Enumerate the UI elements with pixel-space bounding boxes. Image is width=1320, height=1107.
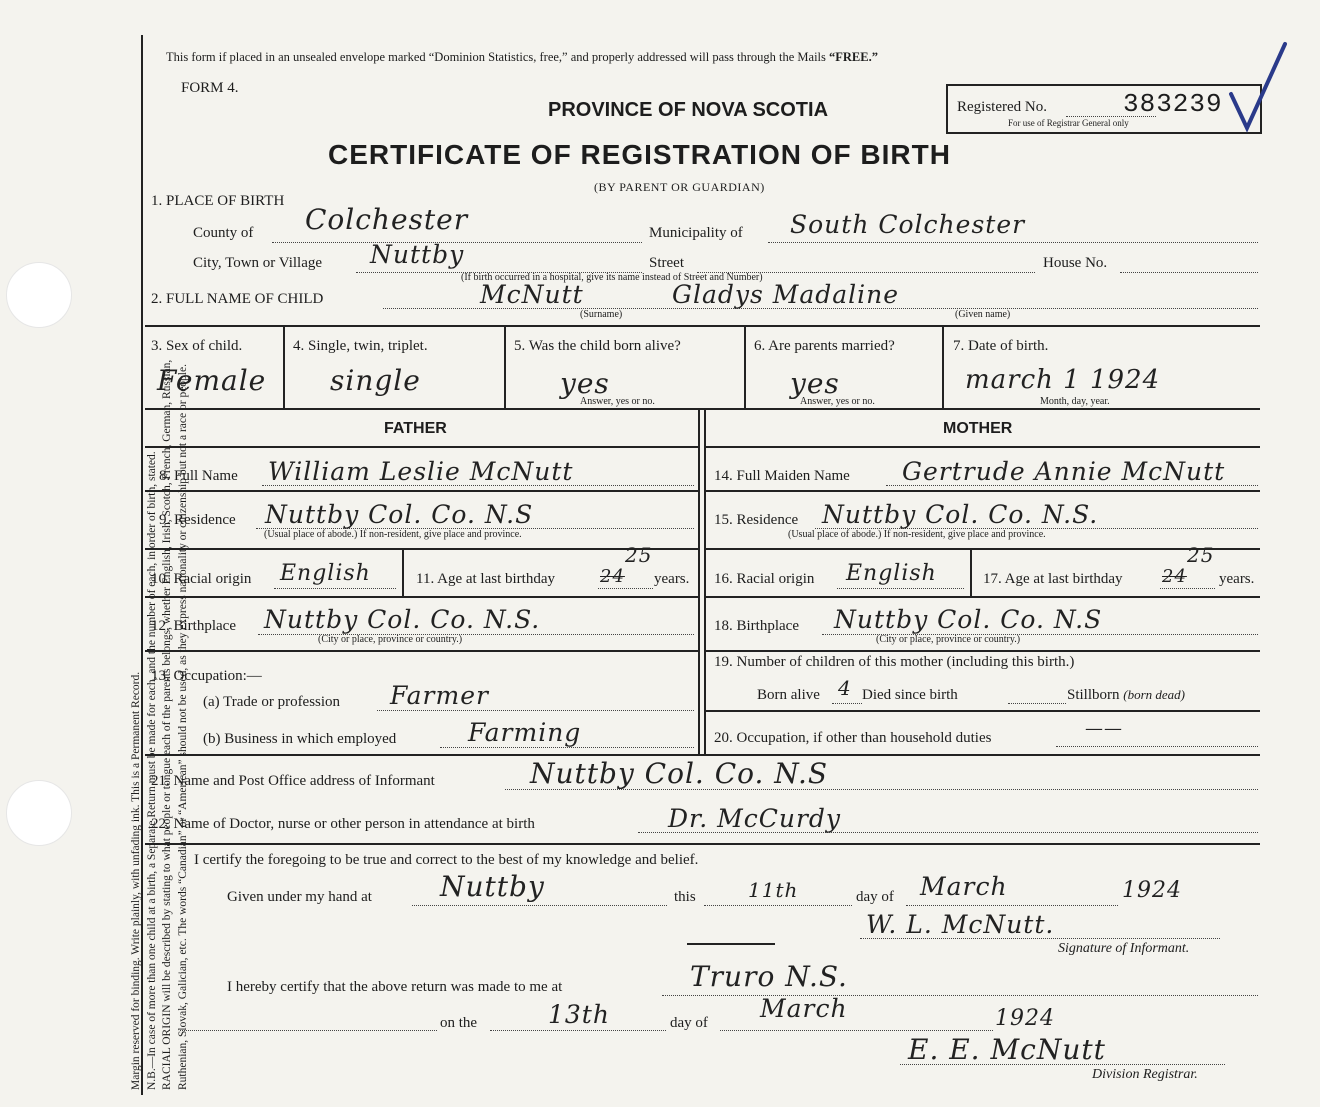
mother-occupation-value: —— xyxy=(1085,718,1123,739)
municipality-value: South Colchester xyxy=(790,210,1026,239)
dob-caption: Month, day, year. xyxy=(1040,396,1110,407)
rule-parents-divider-2 xyxy=(704,410,706,755)
given-day-value: 11th xyxy=(748,878,799,902)
child-name-label: 2. FULL NAME OF CHILD xyxy=(151,291,324,307)
dob-label: 7. Date of birth. xyxy=(953,338,1049,354)
trade-value: Farmer xyxy=(390,681,489,710)
rule-col-5 xyxy=(744,327,746,408)
registrar-use-note: For use of Registrar General only xyxy=(1008,118,1129,128)
envelope-note xyxy=(166,50,878,65)
registered-label: Registered No. xyxy=(957,99,1047,115)
rule-row10-right xyxy=(706,596,1260,598)
registered-box xyxy=(946,84,1262,134)
rule-heading-right xyxy=(706,446,1260,448)
father-residence-caption: (Usual place of abode.) If non-resident, give place and province. xyxy=(264,529,522,540)
certificate-subtitle: (BY PARENT OR GUARDIAN) xyxy=(594,180,765,194)
father-age-line xyxy=(598,588,653,589)
given-month-value: March xyxy=(920,872,1008,901)
given-place-line xyxy=(412,905,667,906)
parents-married-value: yes xyxy=(790,367,840,400)
registrar-place-line xyxy=(662,995,1258,996)
place-of-birth-heading: 1. PLACE OF BIRTH xyxy=(151,193,285,209)
informant-signature-line xyxy=(860,938,1220,939)
father-birthplace-value: Nuttby Col. Co. N.S. xyxy=(264,605,541,634)
street-label: Street xyxy=(649,255,684,271)
father-age-struck: 24 xyxy=(600,566,625,587)
father-birthplace-caption: (City or place, province or country.) xyxy=(318,634,463,645)
registrar-year-value: 1924 xyxy=(995,1006,1055,1031)
envelope-note-free: “FREE.” xyxy=(829,50,878,64)
children-born-alive-label: Born alive xyxy=(757,687,820,703)
envelope-note-text: This form if placed in an unsealed envelope marked “Dominion Statistics, free,” and properly addressed will pass through the Mails xyxy=(166,50,830,64)
born-alive-value: yes xyxy=(560,367,610,400)
registrar-signature-line xyxy=(900,1064,1225,1065)
rule-certification-top xyxy=(145,843,1260,845)
plurality-label: 4. Single, twin, triplet. xyxy=(293,338,428,354)
father-age-value: 25 xyxy=(625,543,653,567)
occupation-label: 13. Occupation:— xyxy=(151,668,262,684)
mother-residence-value: Nuttby Col. Co. N.S. xyxy=(822,500,1099,529)
father-racial-label: 10. Racial origin xyxy=(151,571,252,587)
certification-statement: I certify the foregoing to be true and correct to the best of my knowledge and belief. xyxy=(194,852,699,868)
binding-hole-bottom xyxy=(6,780,72,846)
father-years-label: years. xyxy=(654,571,690,587)
municipality-line xyxy=(768,242,1258,243)
binding-hole-top xyxy=(6,262,72,328)
house-label: House No. xyxy=(1043,255,1108,271)
rule-certification-divider xyxy=(687,943,775,945)
mother-racial-value: English xyxy=(846,561,937,586)
rule-parents-bottom xyxy=(145,754,1260,756)
dob-value: march 1 1924 xyxy=(965,365,1161,395)
rule-row8-right xyxy=(706,490,1260,492)
mother-residence-label: 15. Residence xyxy=(714,512,799,528)
given-month-line xyxy=(906,905,1118,906)
given-place-value: Nuttby xyxy=(440,870,545,903)
registrar-on-the-label: on the xyxy=(440,1015,478,1031)
doctor-value: Dr. McCurdy xyxy=(668,804,842,833)
registrar-statement: I hereby certify that the above return was made to me at xyxy=(227,979,563,995)
county-label: County of xyxy=(193,225,254,241)
rule-row9-right xyxy=(706,548,1260,550)
business-line xyxy=(440,747,694,748)
parents-married-label: 6. Are parents married? xyxy=(754,338,895,354)
registrar-month-line xyxy=(720,1030,993,1031)
registrar-caption: Division Registrar. xyxy=(1092,1067,1198,1082)
mother-birthplace-caption: (City or place, province or country.) xyxy=(876,634,1021,645)
registered-dotline xyxy=(1066,116,1156,117)
surname-caption: (Surname) xyxy=(580,309,623,320)
informant-value: Nuttby Col. Co. N.S xyxy=(530,757,829,790)
hospital-note: (If birth occurred in a hospital, give its name instead of Street and Number) xyxy=(461,272,763,283)
city-label: City, Town or Village xyxy=(193,255,323,271)
rule-racial-age-right xyxy=(970,550,972,596)
sex-label: 3. Sex of child. xyxy=(151,338,243,354)
registrar-lead-line xyxy=(180,1030,437,1031)
informant-signature: W. L. McNutt. xyxy=(866,910,1055,939)
rule-col-3 xyxy=(283,327,285,408)
margin-note-line1: Margin reserved for binding. Write plainly, with unfading ink. This is a Permanent Record. xyxy=(130,671,142,1090)
margin-note-line3: RACIAL ORIGIN will be described by stating to what people or tongue each of the parents belongs, whether English, Irish, Scotch, French, German, Russian, xyxy=(161,359,173,1090)
mother-birthplace-value: Nuttby Col. Co. N.S xyxy=(834,605,1103,634)
father-residence-label: 9. Residence xyxy=(159,512,236,528)
sex-value: Female xyxy=(157,364,267,397)
mother-years-label: years. xyxy=(1219,571,1255,587)
trade-line xyxy=(377,710,694,711)
rule-col-6 xyxy=(942,327,944,408)
registered-number: 383239 xyxy=(1123,89,1223,119)
father-name-label: 8. Full Name xyxy=(159,468,238,484)
born-alive-label: 5. Was the child born alive? xyxy=(514,338,681,354)
children-label: 19. Number of children of this mother (including this birth.) xyxy=(714,654,1075,670)
certificate-title: CERTIFICATE OF REGISTRATION OF BIRTH xyxy=(328,139,951,170)
stillborn-note: (born dead) xyxy=(1123,687,1186,702)
mother-age-value: 25 xyxy=(1187,543,1215,567)
registrar-day-of-label: day of xyxy=(670,1015,708,1031)
born-alive-caption: Answer, yes or no. xyxy=(580,396,655,407)
rule-row12-right xyxy=(706,650,1260,652)
registrar-place-value: Truro N.S. xyxy=(690,960,848,993)
mother-birthplace-label: 18. Birthplace xyxy=(714,618,799,634)
mother-residence-caption: (Usual place of abode.) If non-resident, give place and province. xyxy=(788,529,1046,540)
rule-row9-left xyxy=(145,548,698,550)
rule-heading-left xyxy=(145,446,698,448)
child-given-names: Gladys Madaline xyxy=(672,280,900,309)
mother-name-value: Gertrude Annie McNutt xyxy=(902,457,1226,486)
children-born-alive-value: 4 xyxy=(838,676,852,700)
child-surname: McNutt xyxy=(480,280,584,309)
this-label: this xyxy=(674,889,696,905)
registrar-month-value: March xyxy=(760,994,848,1023)
trade-label: (a) Trade or profession xyxy=(203,694,341,710)
city-value: Nuttby xyxy=(370,240,465,269)
father-age-label: 11. Age at last birthday xyxy=(416,571,555,587)
rule-racial-age-left xyxy=(402,550,404,596)
plurality-value: single xyxy=(330,364,421,397)
father-racial-value: English xyxy=(280,561,371,586)
margin-note-line2: N.B.—In case of more than one child at a birth, a Separate Return must be made for each, and the number of each, in order of birth, stated. xyxy=(145,451,158,1090)
parents-married-caption: Answer, yes or no. xyxy=(800,396,875,407)
father-birthplace-label: 12. Birthplace xyxy=(151,618,236,634)
county-value: Colchester xyxy=(305,203,469,236)
margin-note-line4: Ruthenian, Slovak, Galician, etc. The words “Canadian” or “American” should not be used, as they express nationality or citizenship but not a race or people. xyxy=(176,364,189,1090)
mother-age-label: 17. Age at last birthday xyxy=(983,571,1123,587)
died-since-birth-label: Died since birth xyxy=(862,687,958,703)
father-heading: FATHER xyxy=(384,420,447,437)
rule-row19-right xyxy=(706,710,1260,712)
mother-racial-line xyxy=(837,588,964,589)
registrar-day-line xyxy=(490,1030,666,1031)
doctor-label: 22. Name of Doctor, nurse or other person in attendance at birth xyxy=(151,816,535,832)
given-year-value: 1924 xyxy=(1122,878,1182,903)
mother-age-line xyxy=(1160,588,1215,589)
margin-rule xyxy=(141,35,143,1095)
mother-occupation-line xyxy=(1056,746,1258,747)
rule-col-4 xyxy=(504,327,506,408)
informant-label: 21. Name and Post Office address of Informant xyxy=(151,773,435,789)
given-label: Given under my hand at xyxy=(227,889,372,905)
checkmark-icon xyxy=(1225,38,1290,138)
given-day-line xyxy=(704,905,852,906)
province-heading: PROVINCE OF NOVA SCOTIA xyxy=(548,99,829,121)
mother-occupation-label: 20. Occupation, if other than household duties xyxy=(714,730,992,746)
stillborn-text: Stillborn xyxy=(1067,687,1120,703)
died-since-birth-line xyxy=(1008,703,1066,704)
rule-child-top xyxy=(145,325,1260,327)
registrar-day-value: 13th xyxy=(548,1000,610,1029)
children-born-alive-line xyxy=(832,703,862,704)
business-value: Farming xyxy=(468,718,582,747)
registrar-signature: E. E. McNutt xyxy=(908,1033,1106,1066)
rule-row8-left xyxy=(145,490,698,492)
rule-row12-left xyxy=(145,650,698,652)
mother-racial-label: 16. Racial origin xyxy=(714,571,815,587)
rule-row10-left xyxy=(145,596,698,598)
mother-age-struck: 24 xyxy=(1162,566,1187,587)
stillborn-label xyxy=(1067,687,1185,704)
mother-heading: MOTHER xyxy=(943,420,1013,437)
business-label: (b) Business in which employed xyxy=(203,731,397,747)
form-number: FORM 4. xyxy=(181,80,239,96)
given-day-of-label: day of xyxy=(856,889,894,905)
rule-parents-top xyxy=(145,408,1260,410)
given-caption: (Given name) xyxy=(955,309,1011,320)
father-racial-line xyxy=(274,588,396,589)
signature-caption: Signature of Informant. xyxy=(1058,941,1190,956)
municipality-label: Municipality of xyxy=(649,225,743,241)
rule-parents-divider xyxy=(698,410,700,755)
father-residence-value: Nuttby Col. Co. N.S xyxy=(265,500,534,529)
mother-name-label: 14. Full Maiden Name xyxy=(714,468,850,484)
father-name-value: William Leslie McNutt xyxy=(268,457,574,486)
house-line xyxy=(1120,272,1258,273)
